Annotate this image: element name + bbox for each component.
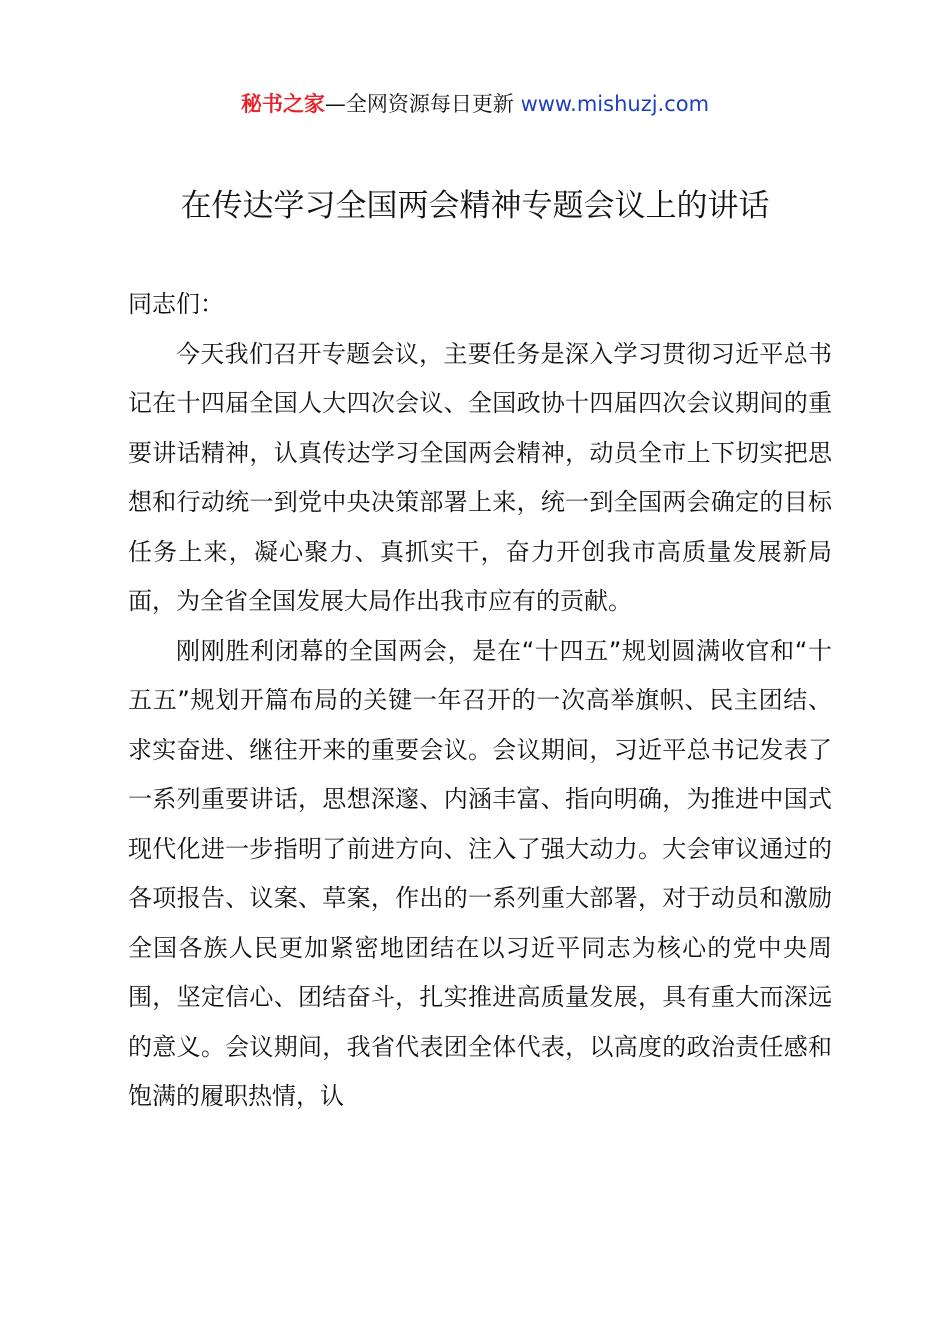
body-paragraph: 刚刚胜利闭幕的全国两会，是在“十四五”规划圆满收官和“十五五”规划开篇布局的关键一年召开的一次高举旗帜、民主团结、求实奋进、继往开来的重要会议。会议期间，习近平总书记发表了一系列重要讲话，思想深邃、内涵丰富、指向明确，为推进中国式现代化进一步指明了前进方向、注入了强大动力。大会审议通过的各项报告、议案、草案，作出的一系列重大部署，对于动员和激励全国各族人民更加紧密地团结在以习近平同志为核心的党中央周围，坚定信心、团结奋斗，扎实推进高质量发展，具有重大而深远的意义。会议期间，我省代表团全体代表，以高度的政治责任感和饱满的履职热情，认 (128, 636, 832, 1110)
body-paragraph: 今天我们召开专题会议，主要任务是深入学习贯彻习近平总书记在十四届全国人大四次会议、全国政协十四届四次会议期间的重要讲话精神，认真传达学习全国两会精神，动员全市上下切实把思想和行动统一到党中央决策部署上来，统一到全国两会确定的目标任务上来，凝心聚力、真抓实干，奋力开创我市高质量发展新局面，为全省全国发展大局作出我市应有的贡献。 (128, 339, 832, 615)
site-url-link[interactable]: www.mishuzj.com (520, 92, 710, 116)
document-title: 在传达学习全国两会精神专题会议上的讲话 (180, 188, 770, 224)
salutation: 同志们： (128, 290, 224, 318)
document-body (128, 280, 832, 1122)
header-slogan: —全网资源每日更新 (324, 92, 521, 116)
brand-name: 秘书之家 (240, 92, 325, 116)
site-header (0, 88, 950, 120)
